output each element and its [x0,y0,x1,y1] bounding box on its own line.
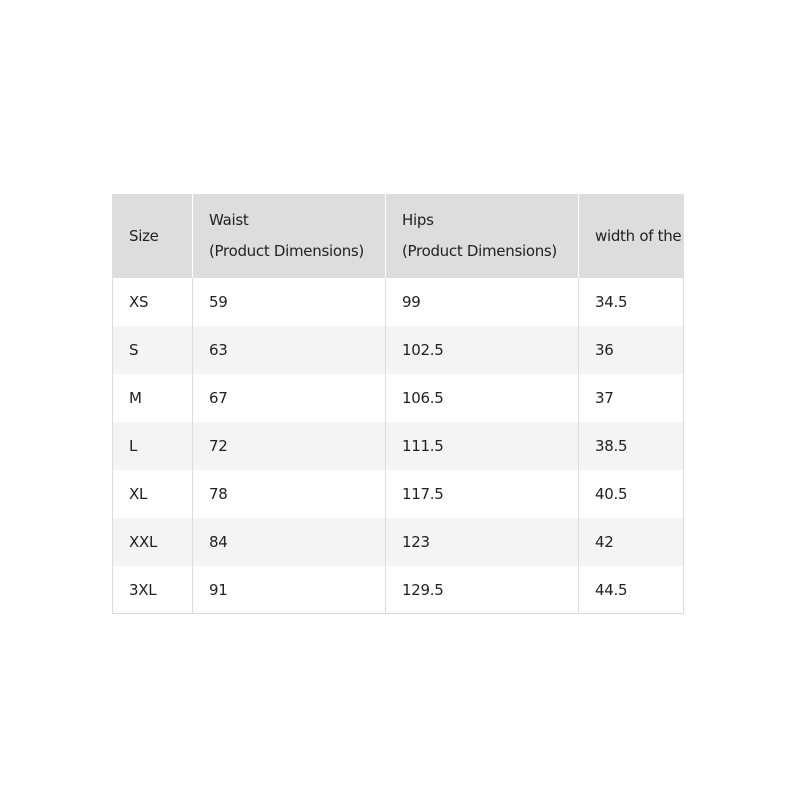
cell-width: 40.5 [579,470,685,518]
table-row [113,518,685,566]
cell-size: S [113,326,193,374]
cell-hips: 99 [386,278,579,326]
header-hips [386,194,579,278]
cell-width: 36 [579,326,685,374]
cell-size: XL [113,470,193,518]
cell-size: XS [113,278,193,326]
cell-hips: 102.5 [386,326,579,374]
header-width-label: width of the [595,226,682,245]
cell-waist: 84 [193,518,386,566]
cell-size: XXL [113,518,193,566]
size-chart [112,194,684,614]
cell-hips: 123 [386,518,579,566]
cell-width: 34.5 [579,278,685,326]
cell-waist: 78 [193,470,386,518]
table-row [113,470,685,518]
cell-width: 42 [579,518,685,566]
cell-width: 37 [579,374,685,422]
cell-size: L [113,422,193,470]
cell-width: 44.5 [579,566,685,614]
cell-hips: 106.5 [386,374,579,422]
size-table [112,194,684,614]
cell-size: M [113,374,193,422]
table-row [113,422,685,470]
table-row [113,374,685,422]
cell-hips: 129.5 [386,566,579,614]
header-size [113,194,193,278]
cell-width: 38.5 [579,422,685,470]
header-waist-label: Waist [209,211,249,229]
cell-waist: 67 [193,374,386,422]
header-waist [193,194,386,278]
table-header-row [113,194,685,278]
header-width [579,194,685,278]
header-size-label: Size [129,226,159,245]
cell-waist: 59 [193,278,386,326]
cell-waist: 91 [193,566,386,614]
table-row [113,278,685,326]
header-waist-sublabel: (Product Dimensions) [209,242,364,260]
table-row [113,566,685,614]
cell-hips: 111.5 [386,422,579,470]
cell-hips: 117.5 [386,470,579,518]
cell-waist: 72 [193,422,386,470]
cell-waist: 63 [193,326,386,374]
header-hips-sublabel: (Product Dimensions) [402,242,557,260]
table-row [113,326,685,374]
cell-size: 3XL [113,566,193,614]
header-hips-label: Hips [402,211,434,229]
